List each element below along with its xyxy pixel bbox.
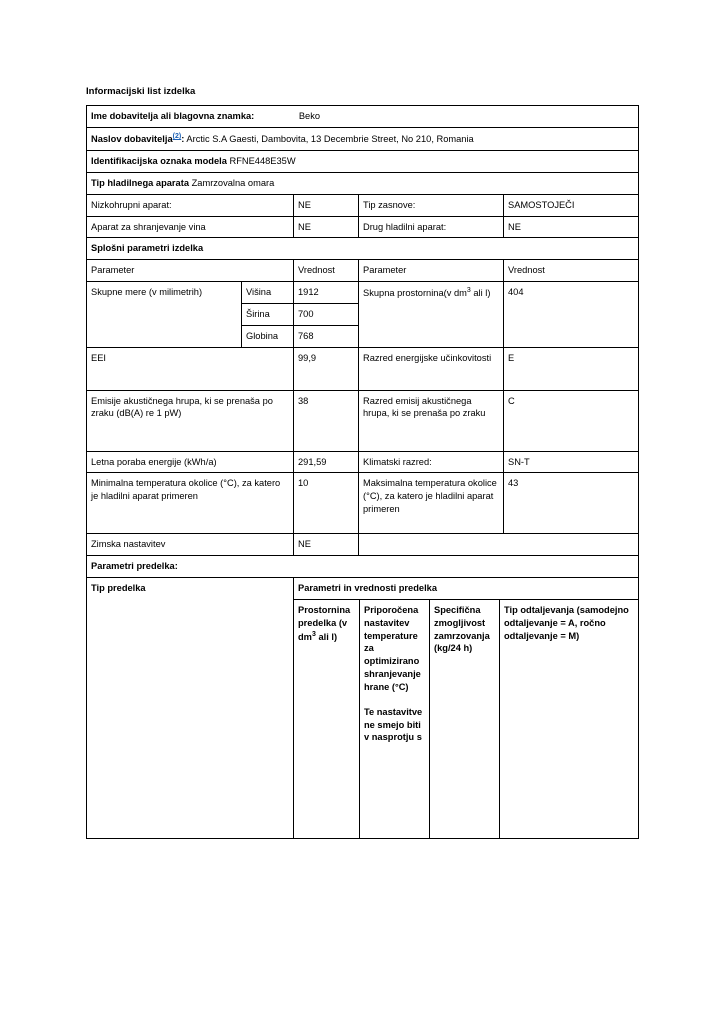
- table-row: [87, 238, 639, 260]
- general-parameters-table: [86, 347, 639, 578]
- table-row: [87, 260, 639, 282]
- total-volume-label-sup: 3: [466, 287, 471, 295]
- dimension-name-depth: Globina: [242, 325, 294, 347]
- table-row: [87, 534, 639, 556]
- eei-value: 99,9: [294, 347, 359, 390]
- low-noise-label: Nizkohrupni aparat:: [87, 194, 294, 216]
- compartment-params-label: Parametri in vrednosti predelka: [294, 578, 639, 600]
- appliance-type-label: Tip hladilnega aparata: [91, 177, 189, 188]
- compartment-volume-header: [294, 599, 360, 838]
- supplier-name-cell: [87, 106, 639, 128]
- design-type-label: Tip zasnove:: [359, 194, 504, 216]
- wine-storage-value: NE: [294, 216, 359, 238]
- compartment-defrost-header: Tip odtaljevanja (samodejno odtaljevanje = A, ročno odtaljevanje = M): [500, 599, 639, 838]
- footnote-marker[interactable]: (2): [172, 133, 182, 141]
- table-row: [87, 151, 639, 173]
- supplier-address-colon: :: [181, 134, 185, 145]
- header-value-1: Vrednost: [294, 260, 359, 282]
- supplier-name-label: Ime dobavitelja ali blagovna znamka:: [91, 111, 255, 122]
- noise-emission-label: Emisije akustičnega hrupa, ki se prenaša po zraku (dB(A) re 1 pW): [87, 390, 294, 451]
- table-row: [87, 128, 639, 151]
- table-row: [87, 282, 639, 304]
- table-row: [87, 172, 639, 194]
- general-section-title: Splošni parametri izdelka: [87, 238, 639, 260]
- supplier-name-value: Beko: [298, 111, 321, 122]
- table-row: [87, 578, 639, 600]
- table-row: [87, 347, 639, 390]
- compartment-volume-header-post: ali l): [315, 631, 338, 642]
- max-ambient-temp-value: 43: [504, 473, 639, 534]
- dimension-name-width: Širina: [242, 303, 294, 325]
- model-value: RFNE448E35W: [229, 156, 296, 167]
- total-volume-value: 404: [504, 282, 639, 347]
- model-cell: [87, 151, 639, 173]
- table-row: [87, 106, 639, 128]
- noise-class-label: Razred emisij akustičnega hrupa, ki se prenaša po zraku: [359, 390, 504, 451]
- winter-setting-empty: [359, 534, 639, 556]
- table-row: [87, 216, 639, 238]
- page-title: Informacijski list izdelka: [86, 86, 196, 97]
- model-label: Identifikacijska oznaka modela: [91, 156, 227, 167]
- compartment-volume-header-sup: 3: [311, 630, 316, 638]
- compartment-temperature-header: [360, 599, 430, 838]
- low-noise-value: NE: [294, 194, 359, 216]
- document-content: [86, 86, 638, 839]
- other-appliance-label: Drug hladilni aparat:: [359, 216, 504, 238]
- supplier-address-cell: [87, 128, 639, 151]
- table-row: [87, 556, 639, 578]
- compartment-type-label: Tip predelka: [87, 578, 294, 839]
- compartments-table: [86, 577, 639, 839]
- compartment-temperature-header-note: Te nastavitve ne smejo biti v nasprotju s: [364, 706, 423, 743]
- total-volume-label-post: ali l): [470, 288, 491, 299]
- table-row: [87, 451, 639, 473]
- dimensions-table: [86, 281, 639, 347]
- total-volume-label-pre: Skupna prostornina(v dm: [363, 288, 467, 299]
- header-value-2: Vrednost: [504, 260, 639, 282]
- energy-class-label: Razred energijske učinkovitosti: [359, 347, 504, 390]
- noise-class-value: C: [504, 390, 639, 451]
- annual-energy-value: 291,59: [294, 451, 359, 473]
- dimension-value-width: 700: [294, 303, 359, 325]
- energy-class-value: E: [504, 347, 639, 390]
- min-ambient-temp-value: 10: [294, 473, 359, 534]
- climate-class-label: Klimatski razred:: [359, 451, 504, 473]
- compartments-section-title: Parametri predelka:: [87, 556, 639, 578]
- dimensions-label: Skupne mere (v milimetrih): [87, 282, 242, 347]
- annual-energy-label: Letna poraba energije (kWh/a): [87, 451, 294, 473]
- dimension-value-height: 1912: [294, 282, 359, 304]
- wine-storage-label: Aparat za shranjevanje vina: [87, 216, 294, 238]
- dimension-name-height: Višina: [242, 282, 294, 304]
- table-row: [87, 473, 639, 534]
- winter-setting-value: NE: [294, 534, 359, 556]
- noise-emission-value: 38: [294, 390, 359, 451]
- compartment-temperature-header-main: Priporočena nastavitev temperature za optimizirano shranjevanje hrane (°C): [364, 604, 421, 692]
- compartment-volume-header-pre: Prostornina predelka (v dm: [298, 604, 351, 642]
- other-appliance-value: NE: [504, 216, 639, 238]
- climate-class-value: SN-T: [504, 451, 639, 473]
- supplier-address-label: Naslov dobavitelja: [91, 134, 173, 145]
- winter-setting-label: Zimska nastavitev: [87, 534, 294, 556]
- total-volume-label: [359, 282, 504, 347]
- appliance-type-value: Zamrzovalna omara: [191, 177, 275, 188]
- supplier-address-value: Arctic S.A Gaesti, Dambovita, 13 Decembrie Street, No 210, Romania: [186, 134, 474, 145]
- table-row: [87, 390, 639, 451]
- supplier-table: [86, 105, 639, 282]
- eei-label: EEI: [87, 347, 294, 390]
- min-ambient-temp-label: Minimalna temperatura okolice (°C), za katero je hladilni aparat primeren: [87, 473, 294, 534]
- header-parameter-2: Parameter: [359, 260, 504, 282]
- dimension-value-depth: 768: [294, 325, 359, 347]
- appliance-type-cell: [87, 172, 639, 194]
- max-ambient-temp-label: Maksimalna temperatura okolice (°C), za katero je hladilni aparat primeren: [359, 473, 504, 534]
- table-row: [87, 194, 639, 216]
- header-parameter-1: Parameter: [87, 260, 294, 282]
- compartment-freezing-header: Specifična zmogljivost zamrzovanja (kg/24 h): [430, 599, 500, 838]
- design-type-value: SAMOSTOJEČI: [504, 194, 639, 216]
